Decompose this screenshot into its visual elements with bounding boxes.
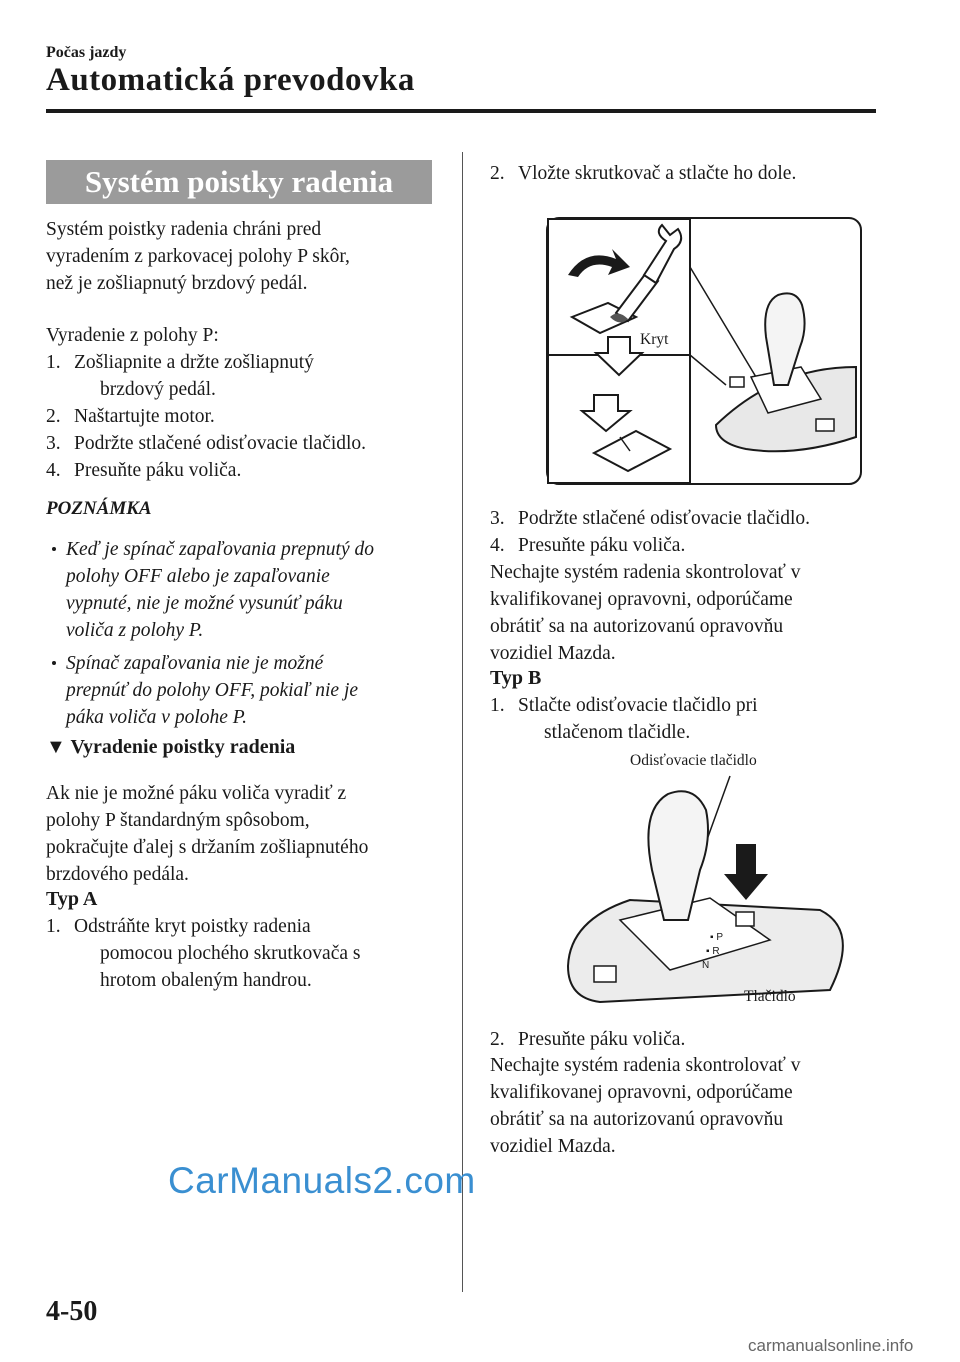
figure-type-b xyxy=(560,752,880,1018)
type-b-step xyxy=(490,692,890,746)
type-b-heading: Typ B xyxy=(490,667,542,689)
steps-type-a xyxy=(490,505,890,559)
svg-text:N: N xyxy=(702,960,710,971)
section-heading: Systém poistky radenia xyxy=(46,160,432,204)
footer-url: carmanualsonline.info xyxy=(748,1336,914,1355)
list-item: 1. Zošliapnite a držte zošliapnutý brzdový pedál. xyxy=(46,352,314,400)
page-title: Automatická prevodovka xyxy=(46,62,415,98)
list-item: 2. Vložte skrutkovač a stlačte ho dole. xyxy=(490,163,797,184)
figure-cover-removal xyxy=(546,217,862,485)
type-a-heading: Typ A xyxy=(46,888,98,910)
note-item: Keď je spínač zapaľovania prepnutý do polohy OFF alebo je zapaľovanie vypnuté, nie je možné vysunúť páku voliča z polohy P. xyxy=(46,536,446,644)
list-item: 4. Presuňte páku voliča. xyxy=(490,535,686,556)
note-item: Spínač zapaľovania nie je možné prepnúť do polohy OFF, pokiaľ nie je páka voliča v polohe P. xyxy=(46,650,446,731)
column-divider xyxy=(462,152,463,1292)
bullet-dot xyxy=(52,547,56,551)
step-2 xyxy=(490,160,890,187)
step-b2 xyxy=(490,1026,890,1053)
type-a-step xyxy=(46,913,446,994)
watermark-logo: CarManuals2.com xyxy=(168,1160,476,1201)
title-rule xyxy=(46,109,876,113)
page-number: 4-50 xyxy=(46,1296,98,1327)
list-item: 3. Podržte stlačené odisťovacie tlačidlo. xyxy=(46,433,367,454)
figure-type-b-drawing xyxy=(560,770,880,1004)
subheading: ▼ Vyradenie poistky radenia xyxy=(46,736,296,758)
figure-label-button: Tlačidlo xyxy=(744,988,796,1005)
list-item: 4. Presuňte páku voliča. xyxy=(46,460,242,481)
button-slot xyxy=(736,912,754,926)
list-item: 2. Presuňte páku voliča. xyxy=(490,1029,686,1050)
svg-text:▪ R: ▪ R xyxy=(706,946,720,957)
list-item: 1. Stlačte odisťovacie tlačidlo pri stlačenom tlačidle. xyxy=(490,695,758,743)
list-item: 1. Odstráňte kryt poistky radenia pomocou plochého skrutkovača s hrotom obaleným handrou. xyxy=(46,916,361,991)
lead-text: Vyradenie z polohy P: xyxy=(46,325,219,346)
steps-list xyxy=(46,349,446,484)
list-item: 3. Podržte stlačené odisťovacie tlačidlo. xyxy=(490,508,811,529)
list-item: 2. Naštartujte motor. xyxy=(46,406,215,427)
figure-label-release-button: Odisťovacie tlačidlo xyxy=(630,752,757,769)
svg-text:▪ P: ▪ P xyxy=(710,932,723,943)
figure-cover-removal-drawing xyxy=(546,217,862,485)
note-title: POZNÁMKA xyxy=(46,498,152,519)
triangle-down-icon: ▼ xyxy=(46,736,66,758)
push-arrow-icon xyxy=(724,844,768,900)
breadcrumb: Počas jazdy xyxy=(46,44,127,61)
note-list xyxy=(46,536,446,731)
advice-type-a: Nechajte systém radenia skontrolovať v kvalifikovanej opravovni, odporúčame obrátiť sa na autorizovanú opravovňu vozidiel Mazda. xyxy=(490,562,801,664)
intro-paragraph: Systém poistky radenia chráni pred vyradením z parkovacej polohy P skôr, než je zošliapnutý brzdový pedál. xyxy=(46,219,350,294)
bullet-dot xyxy=(52,661,56,665)
paragraph: Ak nie je možné páku voliča vyradiť z polohy P štandardným spôsobom, pokračujte ďalej s držaním zošliapnutého brzdového pedála. xyxy=(46,783,369,885)
advice-type-b: Nechajte systém radenia skontrolovať v kvalifikovanej opravovni, odporúčame obrátiť sa na autorizovanú opravovňu vozidiel Mazda. xyxy=(490,1055,801,1157)
figure-label-cover: Kryt xyxy=(640,331,669,348)
